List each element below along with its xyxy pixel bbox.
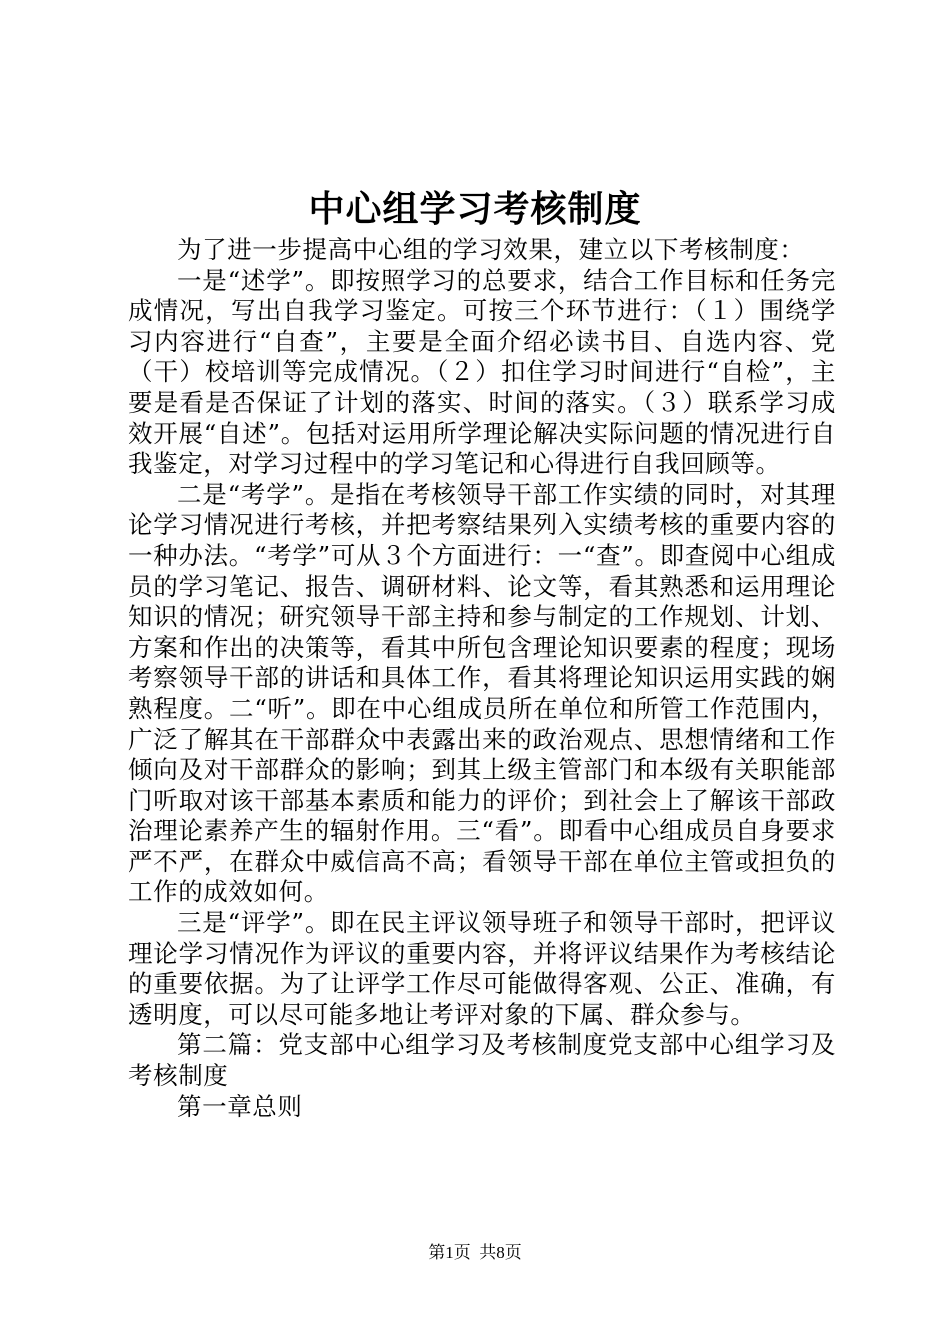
document-title: 中心组学习考核制度 [308, 188, 642, 230]
page-footer [0, 1241, 950, 1265]
section-heading-part-two: 第二篇：党支部中心组学习及考核制度党支部中心组学习及考核制度 [128, 1030, 836, 1091]
page-number: 第1页 [428, 1243, 471, 1262]
paragraph-pingxue: 三是“评学”。即在民主评议领导班子和领导干部时，把评议理论学习情况作为评议的重要内容，并将评议结果作为考核结论的重要依据。为了让评学工作尽可能做得客观、公正、准确，有透明度，可以尽可能多地让考评对象的下属、群众参与。 [128, 908, 836, 1029]
document-body [128, 235, 836, 1122]
page-total: 共8页 [479, 1243, 522, 1262]
footer-spacer [471, 1243, 480, 1262]
intro-paragraph: 为了进一步提高中心组的学习效果，建立以下考核制度： [177, 235, 805, 264]
chapter-heading: 第一章总则 [177, 1091, 303, 1121]
paragraph-kaoxue: 二是“考学”。是指在考核领导干部工作实绩的同时，对其理论学习情况进行考核，并把考察结果列入实绩考核的重要内容的一种办法。“考学”可从３个方面进行：一“查”。即查阅中心组成员的学习笔记、报告、调研材料、论文等，看其熟悉和运用理论知识的情况；研究领导干部主持和参与制定的工作规划、计划、方案和作出的决策等，看其中所包含理论知识要素的程度；现场考察领导干部的讲话和具体工作，看其将理论知识运用实践的娴熟程度。二“听”。即在中心组成员所在单位和所管工作范围内，广泛了解其在干部群众中表露出来的政治观点、思想情绪和工作倾向及对干部群众的影响；到其上级主管部门和本级有关职能部门听取对该干部基本素质和能力的评价；到社会上了解该干部政治理论素养产生的辐射作用。三“看”。即看中心组成员自身要求严不严，在群众中威信高不高；看领导干部在单位主管或担负的工作的成效如何。 [128, 479, 836, 907]
paragraph-shuxue: 一是“述学”。即按照学习的总要求，结合工作目标和任务完成情况，写出自我学习鉴定。可按三个环节进行：（１）围绕学习内容进行“自查”，主要是全面介绍必读书目、自选内容、党（干）校培训等完成情况。（２）扣住学习时间进行“自检”，主要是看是否保证了计划的落实、时间的落实。（３）联系学习成效开展“自述”。包括对运用所学理论解决实际问题的情况进行自我鉴定，对学习过程中的学习笔记和心得进行自我回顾等。 [128, 265, 836, 479]
